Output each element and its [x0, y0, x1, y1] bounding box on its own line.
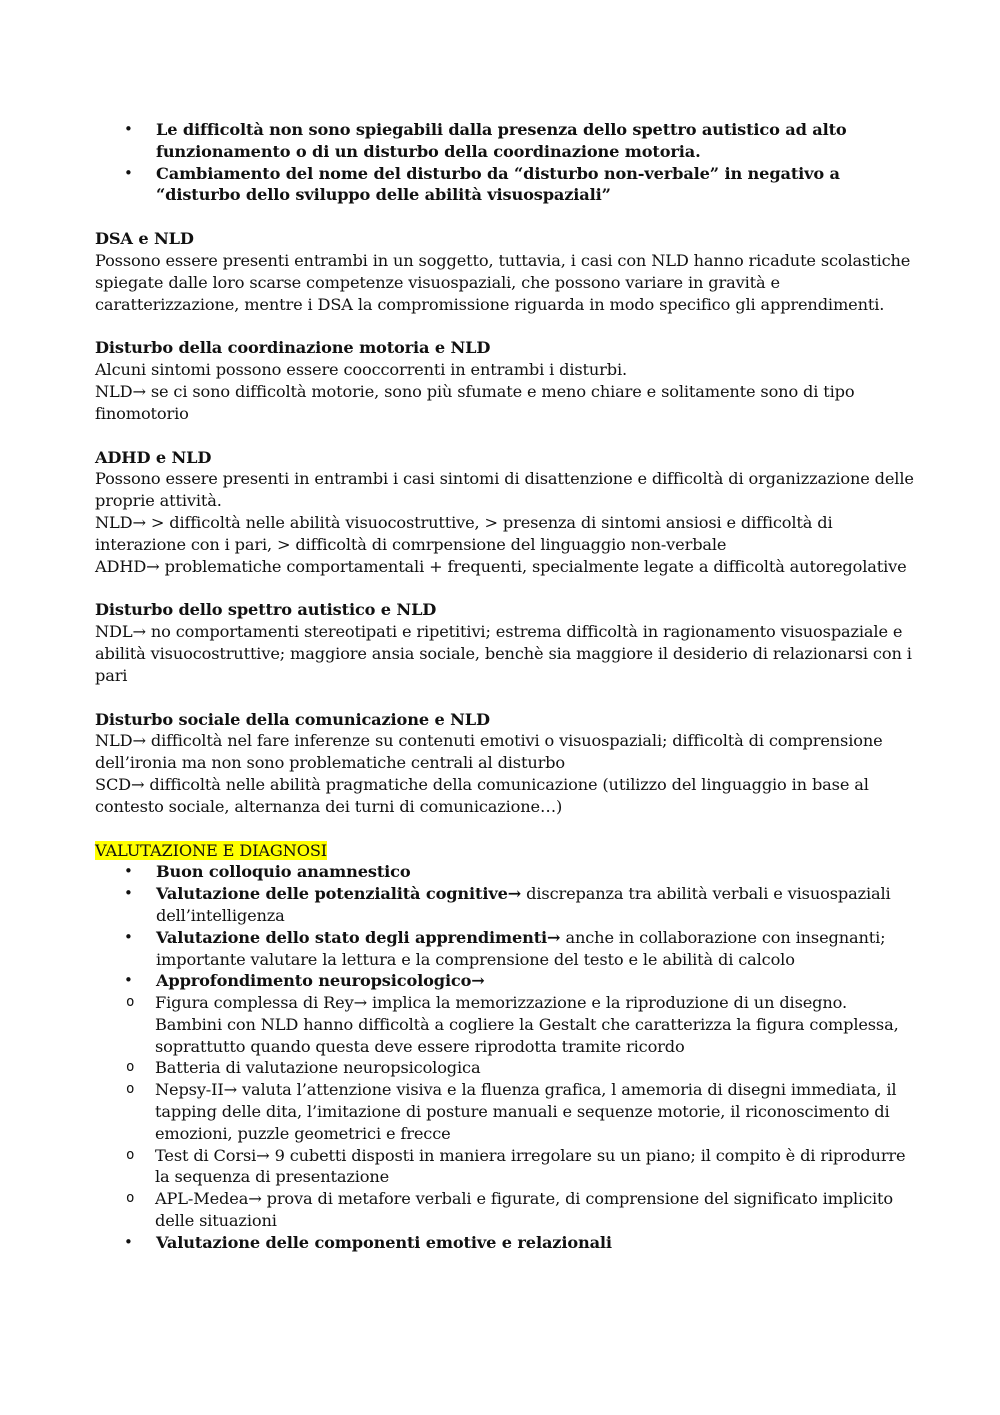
sublist-item: o Test di Corsi→ 9 cubetti disposti in maniera irregolare su un piano; il compito è di riprodurre la sequenza di presentazione: [95, 1145, 915, 1189]
paragraph: NLD→ se ci sono difficoltà motorie, sono più sfumate e meno chiare e solitamente sono di tipo finomotorio: [95, 381, 855, 423]
highlighted-heading: VALUTAZIONE E DIAGNOSI: [95, 840, 328, 860]
list-item: [95, 970, 915, 992]
list-item: [95, 163, 915, 207]
item-bold: Valutazione delle potenzialità cognitive→: [156, 884, 522, 904]
list-item: [95, 1232, 915, 1254]
item-bold: Approfondimento neuropsicologico→: [156, 971, 485, 991]
sublist-item: o Batteria di valutazione neuropsicologica: [95, 1057, 915, 1079]
list-item: [95, 119, 915, 163]
paragraph: Alcuni sintomi possono essere cooccorrenti in entrambi i disturbi.: [95, 360, 628, 380]
sublist-item: o Figura complessa di Rey→ implica la memorizzazione e la riproduzione di un disegno. Bambini con NLD hanno difficoltà a cogliere la Gestalt che caratterizza la figura complessa, soprattutto quando questa deve essere riprodotta tramite ricordo: [95, 992, 915, 1057]
section-heading: ADHD e NLD: [95, 447, 212, 467]
paragraph: Possono essere presenti in entrambi i casi sintomi di disattenzione e difficoltà di organizzazione delle proprie attività.: [95, 469, 914, 511]
neuropsych-sublist: [95, 992, 915, 1232]
paragraph: ADHD→ problematiche comportamentali + frequenti, specialmente legate a difficoltà autoregolative: [95, 556, 907, 576]
paragraph: NLD→ > difficoltà nelle abilità visuocostruttive, > presenza di sintomi ansiosi e difficoltà di interazione con i pari, > difficoltà di comrpensione del linguaggio non-verbale: [95, 512, 833, 554]
sublist-item: o APL-Medea→ prova di metafore verbali e figurate, di comprensione del significato implicito delle situazioni: [95, 1188, 915, 1232]
sublist-item: o Nepsy-II→ valuta l’attenzione visiva e la fluenza grafica, l amemoria di disegni immediata, il tapping delle dita, l’imitazione di posture manuali e sequenze motorie, il riconoscimento di emozioni, puzzle geometrici e frecce: [95, 1079, 915, 1144]
section-heading: Disturbo della coordinazione motoria e NLD: [95, 338, 491, 358]
valutazione-list-end: [95, 1232, 915, 1254]
item-bold: Valutazione delle componenti emotive e relazionali: [156, 1232, 612, 1252]
item-bold: Buon colloquio anamnestico: [156, 862, 411, 882]
paragraph: NLD→ difficoltà nel fare inferenze su contenuti emotivi o visuospaziali; difficoltà di comprensione dell’ironia ma non sono problematiche centrali al disturbo: [95, 731, 883, 773]
intro-bullet-list: [95, 119, 915, 206]
bullet-text: Cambiamento del nome del disturbo da “disturbo non-verbale” in negativo a “disturbo dello sviluppo delle abilità visuospaziali”: [156, 163, 840, 205]
list-item: [95, 861, 915, 883]
item-bold: Valutazione dello stato degli apprendimenti→: [156, 927, 561, 947]
bullet-text: Le difficoltà non sono spiegabili dalla presenza dello spettro autistico ad alto funzionamento o di un disturbo della coordinazione motoria.: [156, 120, 847, 161]
item-text: discrepanza tra abilità verbali e visuospaziali dell’intelligenza: [156, 884, 891, 925]
document-body: [95, 119, 915, 1254]
section-heading: Disturbo sociale della comunicazione e NLD: [95, 709, 490, 729]
item-text: anche in collaborazione con insegnanti; importante valutare la lettura e la comprensione del testo e le abilità di calcolo: [156, 927, 886, 969]
section-heading: Disturbo dello spettro autistico e NLD: [95, 600, 437, 620]
section-heading: DSA e NLD: [95, 229, 194, 249]
paragraph: Possono essere presenti entrambi in un soggetto, tuttavia, i casi con NLD hanno ricadute scolastiche spiegate dalle loro scarse competenze visuospaziali, che possono variare in gravità e caratterizzazione, mentre i DSA la compromissione riguarda in modo specifico gli apprendimenti.: [95, 250, 911, 314]
list-item: [95, 883, 915, 927]
paragraph: SCD→ difficoltà nelle abilità pragmatiche della comunicazione (utilizzo del linguaggio in base al contesto sociale, alternanza dei turni di comunicazione…): [95, 774, 869, 816]
list-item: [95, 927, 915, 971]
valutazione-list: [95, 861, 915, 992]
paragraph: NDL→ no comportamenti stereotipati e ripetitivi; estrema difficoltà in ragionamento visuospaziale e abilità visuocostruttive; maggiore ansia sociale, benchè sia maggiore il desiderio di relazionarsi con i pari: [95, 622, 912, 685]
